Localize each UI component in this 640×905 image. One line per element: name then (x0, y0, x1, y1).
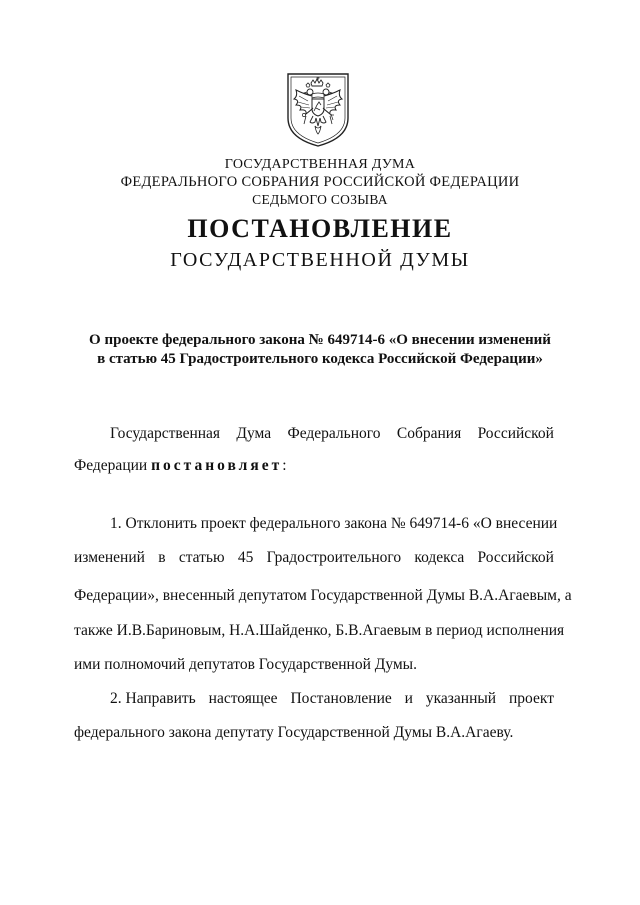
document-subject (0, 331, 640, 369)
preamble-resolves: постановляет (151, 457, 283, 474)
item2-word: и (404, 690, 413, 707)
item1-word: статью (178, 549, 225, 566)
preamble-colon: : (282, 457, 287, 474)
item1-word: в (158, 549, 166, 566)
item1-line-5: ими полномочий депутатов Государственной Думы. (74, 656, 417, 673)
header-line-federal-assembly: ФЕДЕРАЛЬНОГО СОБРАНИЯ РОССИЙСКОЙ ФЕДЕРАЦИИ (120, 174, 520, 190)
subject-line-1: О проекте федерального закона № 649714-6 «О внесении изменений (89, 332, 551, 348)
preamble-word: Дума (236, 425, 272, 442)
preamble-word: Государственная (110, 425, 221, 442)
coat-of-arms-emblem (282, 68, 354, 148)
preamble-word: Федерального (287, 425, 381, 442)
preamble-word: Собрания (396, 425, 462, 442)
item2-line-1 (110, 690, 554, 708)
preamble-line-1 (110, 425, 554, 443)
item2-word: указанный (425, 690, 497, 707)
item1-line-4: также И.В.Бариновым, Н.А.Шайденко, Б.В.Агаевым в период исполнения (74, 622, 565, 639)
document-subtitle: ГОСУДАРСТВЕННОЙ ДУМЫ (170, 249, 470, 271)
item1-word: Российской (477, 549, 554, 566)
item1-word: Градостроительного (266, 549, 402, 566)
item2-word: Постановление (290, 690, 392, 707)
item2-word: настоящее (208, 690, 278, 707)
document-title: ПОСТАНОВЛЕНИЕ (187, 214, 453, 243)
item2-word: проект (509, 690, 554, 707)
item1-word: изменений (74, 549, 145, 566)
item1-line-3: Федерации», внесенный депутатом Государственной Думы В.А.Агаевым, а (74, 587, 572, 604)
item1-word: 45 (237, 549, 254, 566)
preamble-word: Российской (477, 425, 554, 442)
subject-line-2: в статью 45 Градостроительного кодекса Российской Федерации» (97, 351, 543, 367)
header-line-convocation: СЕДЬМОГО СОЗЫВА (252, 192, 388, 207)
item1-line-2 (74, 549, 554, 567)
header-line-duma: ГОСУДАРСТВЕННАЯ ДУМА (224, 157, 416, 172)
item1-line-1: 1. Отклонить проект федерального закона № 649714-6 «О внесении (110, 515, 558, 532)
item1-word: кодекса (414, 549, 465, 566)
preamble-line-2 (74, 457, 554, 475)
preamble-federation: Федерации (74, 457, 148, 474)
item2-line-2: федерального закона депутату Государственной Думы В.А.Агаеву. (74, 724, 514, 741)
item2-word: 2. Направить (110, 690, 196, 707)
